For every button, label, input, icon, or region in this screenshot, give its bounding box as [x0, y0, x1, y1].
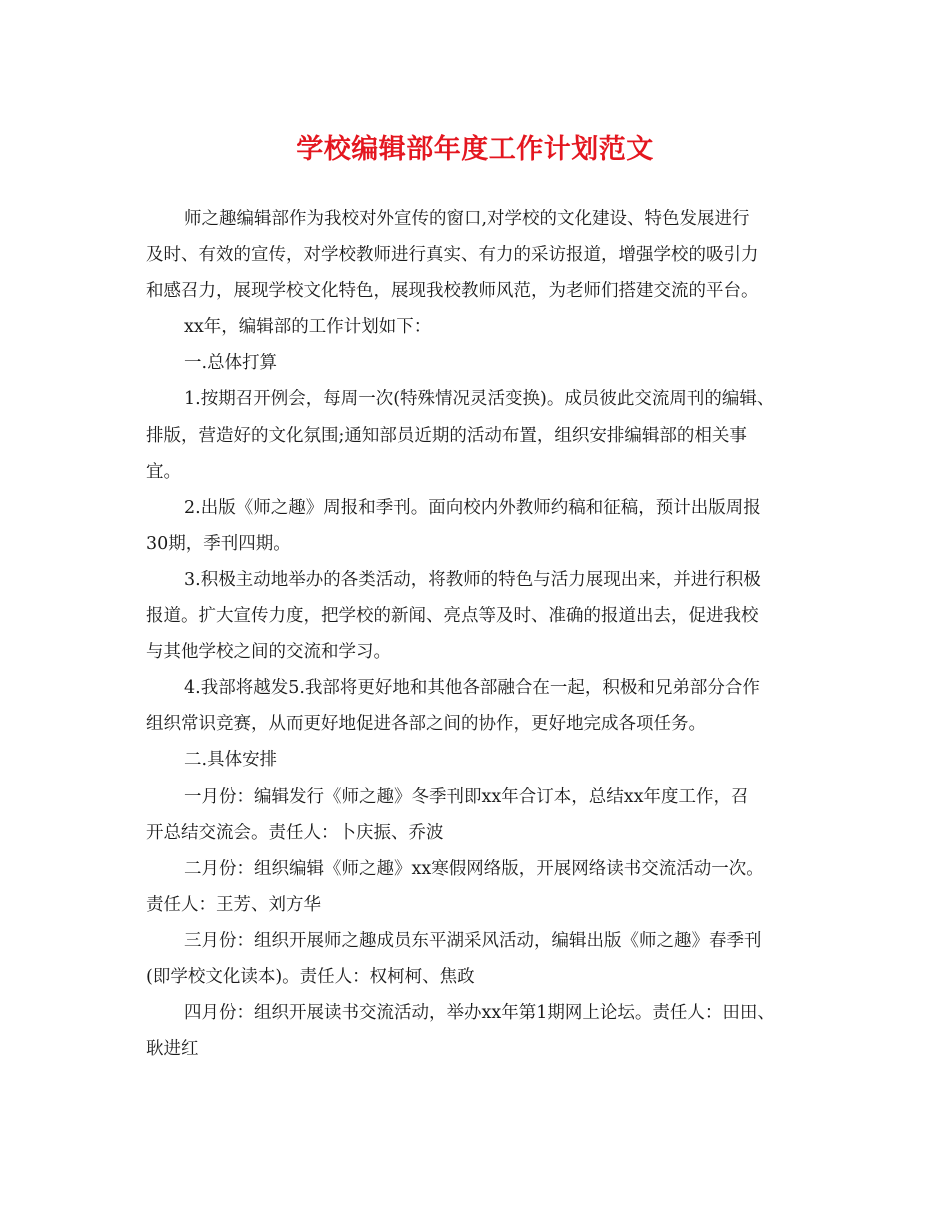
- text-line: 30期，季刊四期。: [146, 533, 291, 554]
- text-line: 1.按期召开例会，每周一次(特殊情况灵活变换)。成员彼此交流周刊的编辑、: [184, 389, 775, 410]
- text-line: 排版，营造好的文化氛围;通知部员近期的活动布置，组织安排编辑部的相关事: [146, 425, 747, 446]
- text-line: 二.具体安排: [184, 750, 278, 771]
- text-line: 3.积极主动地举办的各类活动，将教师的特色与活力展现出来，并进行积极: [184, 569, 761, 590]
- text-line: 和感召力，展现学校文化特色，展现我校教师风范，为老师们搭建交流的平台。: [146, 281, 759, 302]
- text-line: 宜。: [146, 461, 181, 482]
- text-line: 报道。扩大宣传力度，把学校的新闻、亮点等及时、准确的报道出去，促进我校: [146, 606, 759, 627]
- text-line: 与其他学校之间的交流和学习。: [146, 642, 391, 663]
- text-line: 耿进红: [146, 1039, 199, 1060]
- text-line: 组织常识竞赛，从而更好地促进各部之间的协作，更好地完成各项任务。: [146, 714, 706, 735]
- text-line: 一.总体打算: [184, 353, 278, 374]
- text-line: 4.我部将越发5.我部将更好地和其他各部融合在一起，积极和兄弟部分合作: [184, 678, 760, 699]
- text-line: 二月份：组织编辑《师之趣》xx寒假网络版，开展网络读书交流活动一次。: [184, 858, 764, 879]
- text-line: 四月份：组织开展读书交流活动，举办xx年第1期网上论坛。责任人：田田、: [184, 1003, 775, 1024]
- text-line: 开总结交流会。责任人：卜庆振、乔波: [146, 822, 444, 843]
- text-line: 及时、有效的宣传，对学校教师进行真实、有力的采访报道，增强学校的吸引力: [146, 245, 759, 266]
- text-line: 责任人：王芳、刘方华: [146, 894, 321, 915]
- text-line: 一月份：编辑发行《师之趣》冬季刊即xx年合订本，总结xx年度工作，召: [184, 786, 749, 807]
- text-line: 师之趣编辑部作为我校对外宣传的窗口,对学校的文化建设、特色发展进行: [184, 209, 750, 229]
- document-title: 学校编辑部年度工作计划范文: [296, 134, 654, 165]
- text-line: (即学校文化读本)。责任人：权柯柯、焦政: [146, 966, 475, 987]
- text-line: xx年，编辑部的工作计划如下：: [184, 317, 432, 338]
- text-line: 2.出版《师之趣》周报和季刊。面向校内外教师约稿和征稿，预计出版周报: [184, 497, 761, 518]
- document-body: [146, 201, 816, 1067]
- text-line: 三月份：组织开展师之趣成员东平湖采风活动，编辑出版《师之趣》春季刊: [184, 930, 762, 951]
